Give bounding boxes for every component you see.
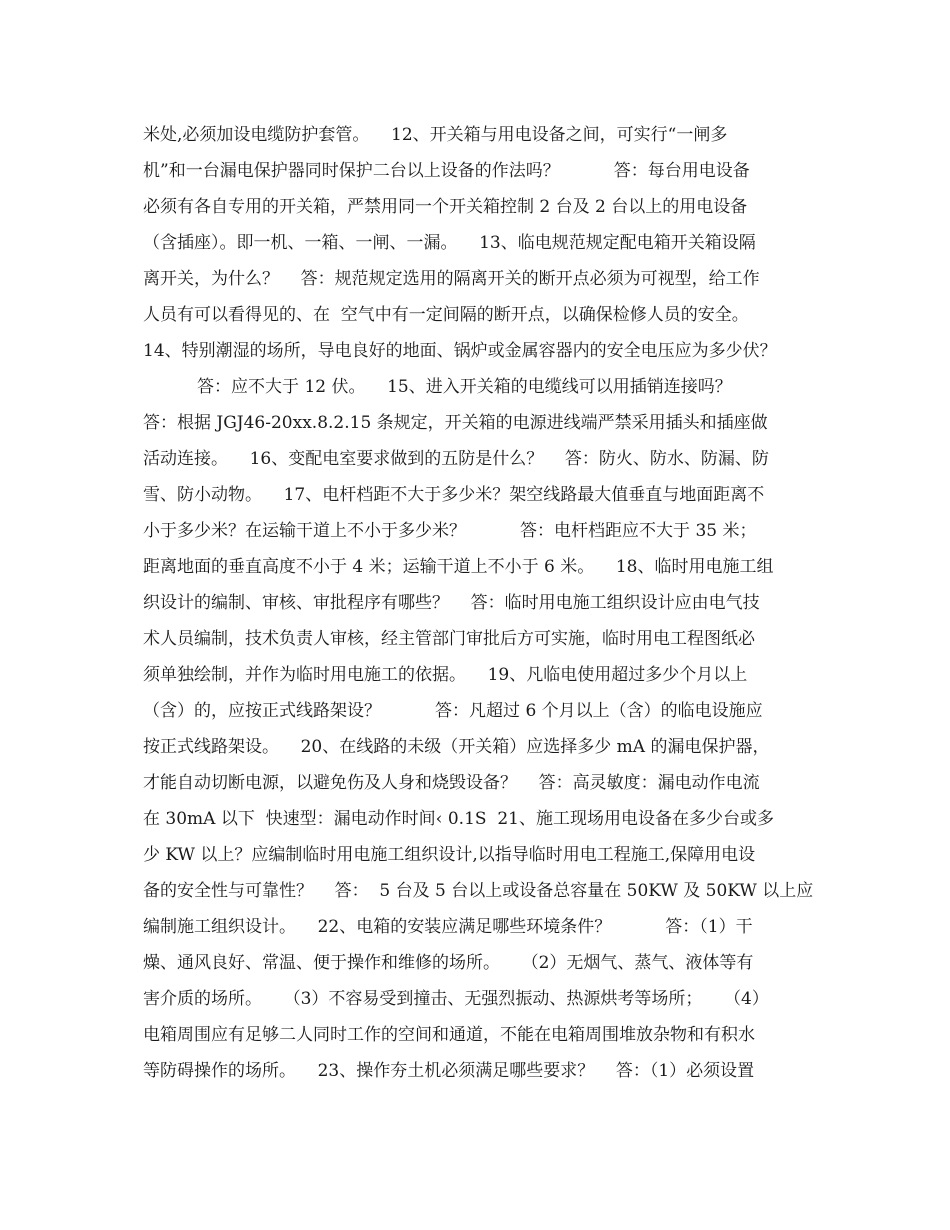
text-line: 答：根据 JGJ46-20xx.8.2.15 条规定，开关箱的电源进线端严禁采用插头和插座做 bbox=[143, 413, 768, 433]
text-line: 按正式线路架设。 20、在线路的未级（开关箱）应选择多少 mA 的漏电保护器， bbox=[143, 737, 770, 757]
text-line: 少 KW 以上？应编制临时用电施工组织设计,以指导临时用电工程施工,保障用电设 bbox=[143, 845, 756, 865]
body-text bbox=[143, 117, 843, 1089]
text-line: 织设计的编制、审核、审批程序有哪些？ 答：临时用电施工组织设计应由电气技 bbox=[143, 593, 760, 613]
text-line: 必须有各自专用的开关箱，严禁用同一个开关箱控制 2 台及 2 台以上的用电设备 bbox=[143, 197, 748, 217]
text-line: 电箱周围应有足够二人同时工作的空间和通道，不能在电箱周围堆放杂物和有积水 bbox=[143, 1025, 755, 1045]
text-line: 人员有可以看得见的、在 空气中有一定间隔的断开点，以确保检修人员的安全。 bbox=[143, 305, 749, 325]
text-line: 术人员编制，技术负责人审核，经主管部门审批后方可实施，临时用电工程图纸必 bbox=[143, 629, 755, 649]
text-line: 才能自动切断电源，以避免伤及人身和烧毁设备？ 答：高灵敏度：漏电动作电流 bbox=[143, 773, 760, 793]
text-line: 14、特别潮湿的场所，导电良好的地面、锅炉或金属容器内的安全电压应为多少伏？ bbox=[143, 341, 777, 361]
text-line: 等防碍操作的场所。 23、操作夯土机必须满足哪些要求？ 答：（1）必须设置 bbox=[143, 1061, 755, 1081]
text-line: 机”和一台漏电保护器同时保护二台以上设备的作法吗？ 答：每台用电设备 bbox=[143, 161, 750, 181]
text-line: 害介质的场所。 （3）不容易受到撞击、无强烈振动、热源烘考等场所； （4） bbox=[143, 989, 769, 1009]
text-line: 活动连接。 16、变配电室要求做到的五防是什么？ 答：防火、防水、防漏、防 bbox=[143, 449, 769, 469]
text-line: 燥、通风良好、常温、便于操作和维修的场所。 （2）无烟气、蒸气、液体等有 bbox=[143, 953, 754, 973]
text-line: 离开关，为什么？ 答：规范规定选用的隔离开关的断开点必须为可视型，给工作 bbox=[143, 269, 760, 289]
text-line: 须单独绘制，并作为临时用电施工的依据。 19、凡临电使用超过多少个月以上 bbox=[143, 665, 748, 685]
text-line: 距离地面的垂直高度不小于 4 米；运输干道上不小于 6 米。 18、临时用电施工组 bbox=[143, 557, 774, 577]
text-line: 小于多少米？在运输干道上不小于多少米？ 答：电杆档距应不大于 35 米； bbox=[143, 521, 757, 541]
text-line: 在 30mA 以下 快速型：漏电动作时间‹ 0.1S 21、施工现场用电设备在多少台或多 bbox=[143, 809, 774, 829]
text-line: （含插座）。即一机、一箱、一闸、一漏。 13、临电规范规定配电箱开关箱设隔 bbox=[143, 233, 756, 253]
text-line: 编制施工组织设计。 22、电箱的安装应满足哪些环境条件？ 答：（1）干 bbox=[143, 917, 753, 937]
text-line: 答：应不大于 12 伏。 15、进入开关箱的电缆线可以用插销连接吗？ bbox=[143, 377, 732, 397]
text-line: 备的安全性与可靠性？ 答： 5 台及 5 台以上或设备总容量在 50KW 及 50KW 以上应 bbox=[143, 881, 814, 901]
text-line: 雪、防小动物。 17、电杆档距不大于多少米？架空线路最大值垂直与地面距离不 bbox=[143, 485, 765, 505]
text-line: 米处,必须加设电缆防护套管。 12、开关箱与用电设备之间，可实行“一闸多 bbox=[143, 125, 728, 145]
text-line: （含）的，应按正式线路架设？ 答：凡超过 6 个月以上（含）的临电设施应 bbox=[143, 701, 763, 721]
